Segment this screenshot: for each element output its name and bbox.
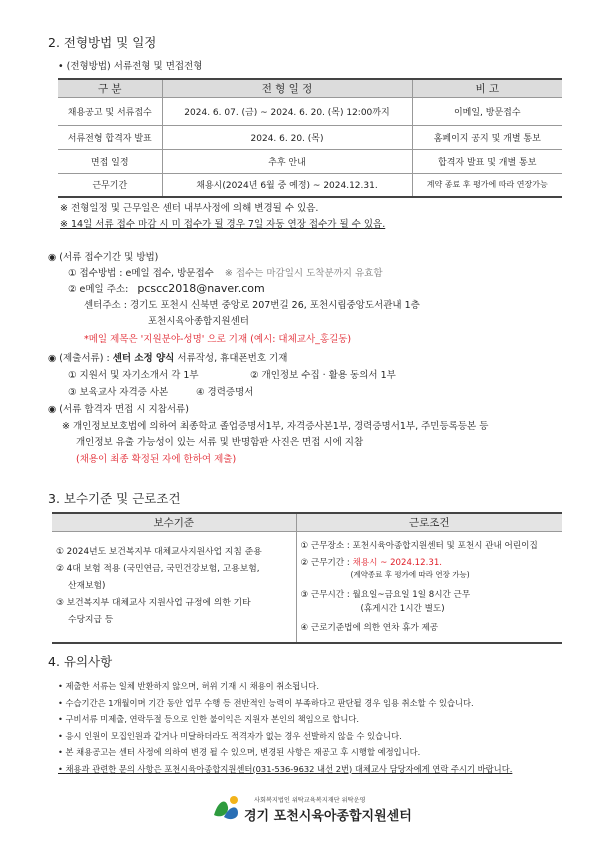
interview-docs-line-2: 개인정보 유출 가능성이 있는 서류 및 반명함판 사진은 면접 시에 지참 [76, 437, 364, 448]
center-logo-icon [210, 793, 242, 823]
doc-4: ④ 경력증명서 [196, 387, 254, 398]
mail-title-note: *메일 제목은 '지원분야-성명' 으로 기재 (예시: 대체교사_홍길동) [84, 334, 352, 345]
col-header: 근로조건 [296, 513, 562, 531]
org-small-text: 사회복지법인 위탁교육복지재단 위탁운영 [254, 797, 366, 804]
list-item: • 채용과 관련한 문의 사항은 포천시육아종합지원센터(031-536-9632 내선 2번) 대체교사 담당자에게 연락 주시기 바랍니다. [58, 763, 513, 774]
list-item: • 본 채용공고는 센터 사정에 의하여 변경 될 수 있으며, 변경된 사항은 재공고 후 시행할 예정입니다. [58, 747, 421, 757]
interview-docs-line-1: ※ 개인정보보호법에 의하여 최종학교 졸업증명서1부, 자격증사본1부, 경력증명서1부, 주민등록등본 등 [62, 421, 489, 432]
section-3-title: 3. 보수기준 및 근로조건 [48, 491, 181, 506]
schedule-table [58, 78, 562, 198]
work-conditions-cell: ① 근무장소 : 포천시육아종합지원센터 및 포천시 관내 어린이집 ② 근무기간 : 채용시 ~ 2024.12.31. (계약종료 후 평가에 따라 연장 가능) ③ 근무시간 : 월요일~금요일 1일 8시간 근무 (휴게시간 1시간 별도) ④ 근로기준법에 의한 연차 휴가 제공 [296, 531, 562, 643]
apply-email[interactable]: pcscc2018@naver.com [137, 282, 265, 295]
interview-docs-heading: ◉ (서류 합격자 면접 시 지참서류) [48, 404, 189, 415]
interview-docs-line-3: (채용이 최종 확정된 자에 한하여 제출) [76, 454, 237, 465]
apply-method-note: ※ 접수는 마감일시 도착분까지 유효함 [224, 268, 383, 279]
list-item: • 응시 인원이 모집인원과 같거나 미달하더라도 적격자가 없는 경우 선발하지 않을 수 있습니다. [58, 730, 402, 741]
section-2-title: 2. 전형방법 및 일정 [48, 35, 157, 50]
doc-1: ① 지원서 및 자기소개서 각 1부 [68, 370, 199, 381]
apply-heading: ◉ (서류 접수기간 및 방법) [48, 252, 159, 263]
col-header: 전 형 일 정 [162, 79, 412, 97]
submit-docs-heading: ◉ (제출서류) : 센터 소정 양식 서류작성, 휴대폰번호 기재 [48, 353, 288, 364]
center-address: 센터주소 : 경기도 포천시 신북면 중앙로 207번길 26, 포천시립중앙도서관내 1층 [84, 300, 420, 311]
col-header: 보수기준 [52, 513, 296, 531]
section-2-subtitle: • (전형방법) 서류전형 및 면접전형 [58, 61, 203, 72]
col-header: 구 분 [58, 79, 162, 97]
center-name: 포천시육아종합지원센터 [148, 316, 249, 327]
doc-2: ② 개인정보 수집 · 활용 동의서 1부 [250, 370, 396, 381]
notice-list [58, 678, 512, 777]
section-4-title: 4. 유의사항 [48, 654, 113, 669]
apply-email-line: ② e메일 주소: pcscc2018@naver.com [68, 282, 265, 295]
col-header: 비 고 [412, 79, 562, 97]
list-item: • 구비서류 미제출, 연락두절 등으로 인한 불이익은 지원자 본인의 책임으로 합니다. [58, 714, 360, 724]
doc-3: ③ 보육교사 자격증 사본 [68, 387, 169, 398]
table-row: 서류전형 합격자 발표 2024. 6. 20. (목) 홈페이지 공지 및 개별 통보 [58, 125, 562, 149]
list-item: • 제출한 서류는 일체 반환하지 않으며, 허위 기재 시 채용이 취소됩니다. [58, 681, 319, 691]
list-item: • 수습기간은 1개월이며 기간 동안 업무 수행 등 전반적인 능력이 부족하다고 판단될 경우 임용 취소할 수 있습니다. [58, 697, 474, 708]
table-row: 근무기간 채용시(2024년 6월 중 예정) ~ 2024.12.31. 계약 종료 후 평가에 따라 연장가능 [58, 173, 562, 197]
schedule-note-1: ※ 전형일정 및 근무일은 센터 내부사정에 의해 변경될 수 있음. [60, 203, 319, 214]
pay-criteria-cell: ① 2024년도 보건복지부 대체교사지원사업 지침 준용 ② 4대 보험 적용 (국민연금, 국민건강보험, 고용보험, 산재보험) ③ 보건복지부 대체교사 지원사업 규정에 의한 기타 수당지급 등 [52, 531, 296, 643]
table-row: 채용공고 및 서류접수 2024. 6. 07. (금) ~ 2024. 6. 20. (목) 12:00까지 이메일, 방문접수 [58, 97, 562, 125]
conditions-table [52, 512, 562, 644]
apply-method: ① 접수방법 : e메일 접수, 방문접수 ※ 접수는 마감일시 도착분까지 유효함 [68, 268, 383, 279]
table-row: 면접 일정 추후 안내 합격자 발표 및 개별 통보 [58, 149, 562, 173]
schedule-note-2: ※ 14일 서류 접수 마감 시 미 접수가 될 경우 7일 자동 연장 접수가 될 수 있음. [60, 219, 386, 230]
org-name: 경기 포천시육아종합지원센터 [244, 809, 412, 824]
